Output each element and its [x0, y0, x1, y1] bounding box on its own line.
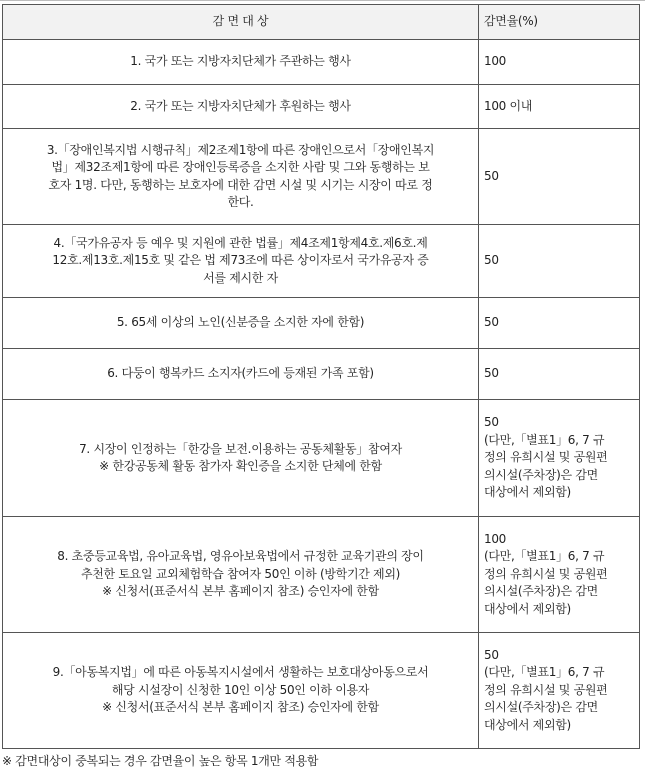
rate-line: 50 — [484, 315, 499, 330]
rate-line: 50 — [484, 168, 499, 183]
rate-line: 대상에서 제외함) — [484, 601, 571, 616]
rate-line: 대상에서 제외함) — [484, 717, 571, 732]
target-cell — [3, 40, 479, 85]
table-row — [3, 349, 640, 400]
rate-line: 50 — [484, 415, 499, 430]
rate-line: (다만,「별표1」6, 7 규 — [484, 549, 605, 564]
rate-cell — [479, 40, 640, 85]
target-cell — [3, 349, 479, 400]
target-cell — [3, 225, 479, 298]
rate-cell — [479, 85, 640, 129]
table-row — [3, 129, 640, 225]
target-line: 서를 제시한 자 — [203, 270, 278, 285]
target-line: 2. 국가 또는 지방자치단체가 후원하는 행사 — [130, 98, 351, 113]
rate-line: 정의 유희시설 및 공원편 — [484, 450, 608, 465]
target-line: 6. 다둥이 행복카드 소지자(카드에 등재된 가족 포함) — [107, 366, 374, 381]
target-line: 4.「국가유공자 등 예우 및 지원에 관한 법률」제4조제1항제4호.제6호.제 — [53, 235, 428, 250]
rate-cell — [479, 129, 640, 225]
header-target: 감 면 대 상 — [3, 5, 479, 40]
rate-cell — [479, 298, 640, 349]
rate-line: 100 — [484, 54, 507, 69]
table-row — [3, 85, 640, 129]
rate-line: 100 이내 — [484, 98, 533, 113]
target-line: 법」제32조제1항에 따른 장애인등록증을 소지한 사람 및 그와 동행하는 보 — [51, 160, 430, 174]
target-cell — [3, 85, 479, 129]
target-line: 5. 65세 이상의 노인(신분증을 소지한 자에 한함) — [116, 315, 365, 330]
target-line: 8. 초중등교육법, 유아교육법, 영유아보육법에서 규정한 교육기관의 장이 — [57, 549, 424, 564]
rate-line: 50 — [484, 366, 499, 381]
rate-line: 의시설(주차장)은 감면 — [484, 584, 598, 599]
rate-line: 대상에서 제외함) — [484, 485, 571, 500]
table-row — [3, 298, 640, 349]
target-line: 1. 국가 또는 지방자치단체가 주관하는 행사 — [130, 54, 351, 69]
table-header-row — [3, 5, 640, 40]
table-row — [3, 633, 640, 749]
rate-line: 50 — [484, 253, 499, 268]
target-line: 3.「장애인복지법 시행규칙」제2조제1항에 따른 장애인으로서「장애인복지 — [46, 142, 435, 157]
rate-line: 의시설(주차장)은 감면 — [484, 700, 598, 715]
target-cell — [3, 400, 479, 517]
reduction-table — [2, 4, 640, 749]
rate-cell — [479, 349, 640, 400]
target-cell — [3, 517, 479, 633]
table-row — [3, 225, 640, 298]
footnote: ※ 감면대상이 중복되는 경우 감면율이 높은 항목 1개만 적용함 — [2, 754, 319, 768]
target-line: 추천한 토요일 교외체험학습 참여자 50인 이하 (방학기간 제외) — [80, 566, 401, 581]
target-cell — [3, 633, 479, 749]
rate-line: 정의 유희시설 및 공원편 — [484, 682, 608, 697]
target-line: 12호.제13호.제15호 및 같은 법 제73조에 따른 상이자로서 국가유공자 증 — [52, 253, 429, 268]
target-line: 해당 시설장이 신청한 10인 이상 50인 이하 이용자 — [111, 682, 370, 697]
rate-cell — [479, 400, 640, 517]
target-line: ※ 신청서(표준서식 본부 홈페이지 참조) 승인자에 한함 — [102, 700, 379, 715]
rate-line: 100 — [484, 531, 507, 546]
target-line: 7. 시장이 인정하는「한강을 보전.이용하는 공동체활동」참여자 — [79, 441, 402, 456]
rate-line: 의시설(주차장)은 감면 — [484, 467, 598, 482]
header-rate: 감면율(%) — [479, 5, 640, 40]
table-row — [3, 400, 640, 517]
target-line: ※ 신청서(표준서식 본부 홈페이지 참조) 승인자에 한함 — [102, 584, 379, 599]
rate-cell — [479, 225, 640, 298]
target-line: 한다. — [227, 195, 254, 209]
target-line: 호자 1명. 다만, 동행하는 보호자에 대한 감면 시설 및 시기는 시장이 따로 정 — [48, 177, 433, 192]
rate-line: (다만,「별표1」6, 7 규 — [484, 432, 605, 447]
target-line: 9.「아동복지법」에 따른 아동복지시설에서 생활하는 보호대상아동으로서 — [52, 665, 429, 680]
table-row — [3, 40, 640, 85]
rate-cell — [479, 633, 640, 749]
target-line: ※ 한강공동체 활동 참가자 확인증을 소지한 단체에 한함 — [99, 459, 382, 473]
rate-line: 정의 유희시설 및 공원편 — [484, 566, 608, 581]
rate-line: (다만,「별표1」6, 7 규 — [484, 665, 605, 680]
rate-line: 50 — [484, 647, 499, 662]
target-cell — [3, 298, 479, 349]
target-cell — [3, 129, 479, 225]
table-row — [3, 517, 640, 633]
rate-cell — [479, 517, 640, 633]
